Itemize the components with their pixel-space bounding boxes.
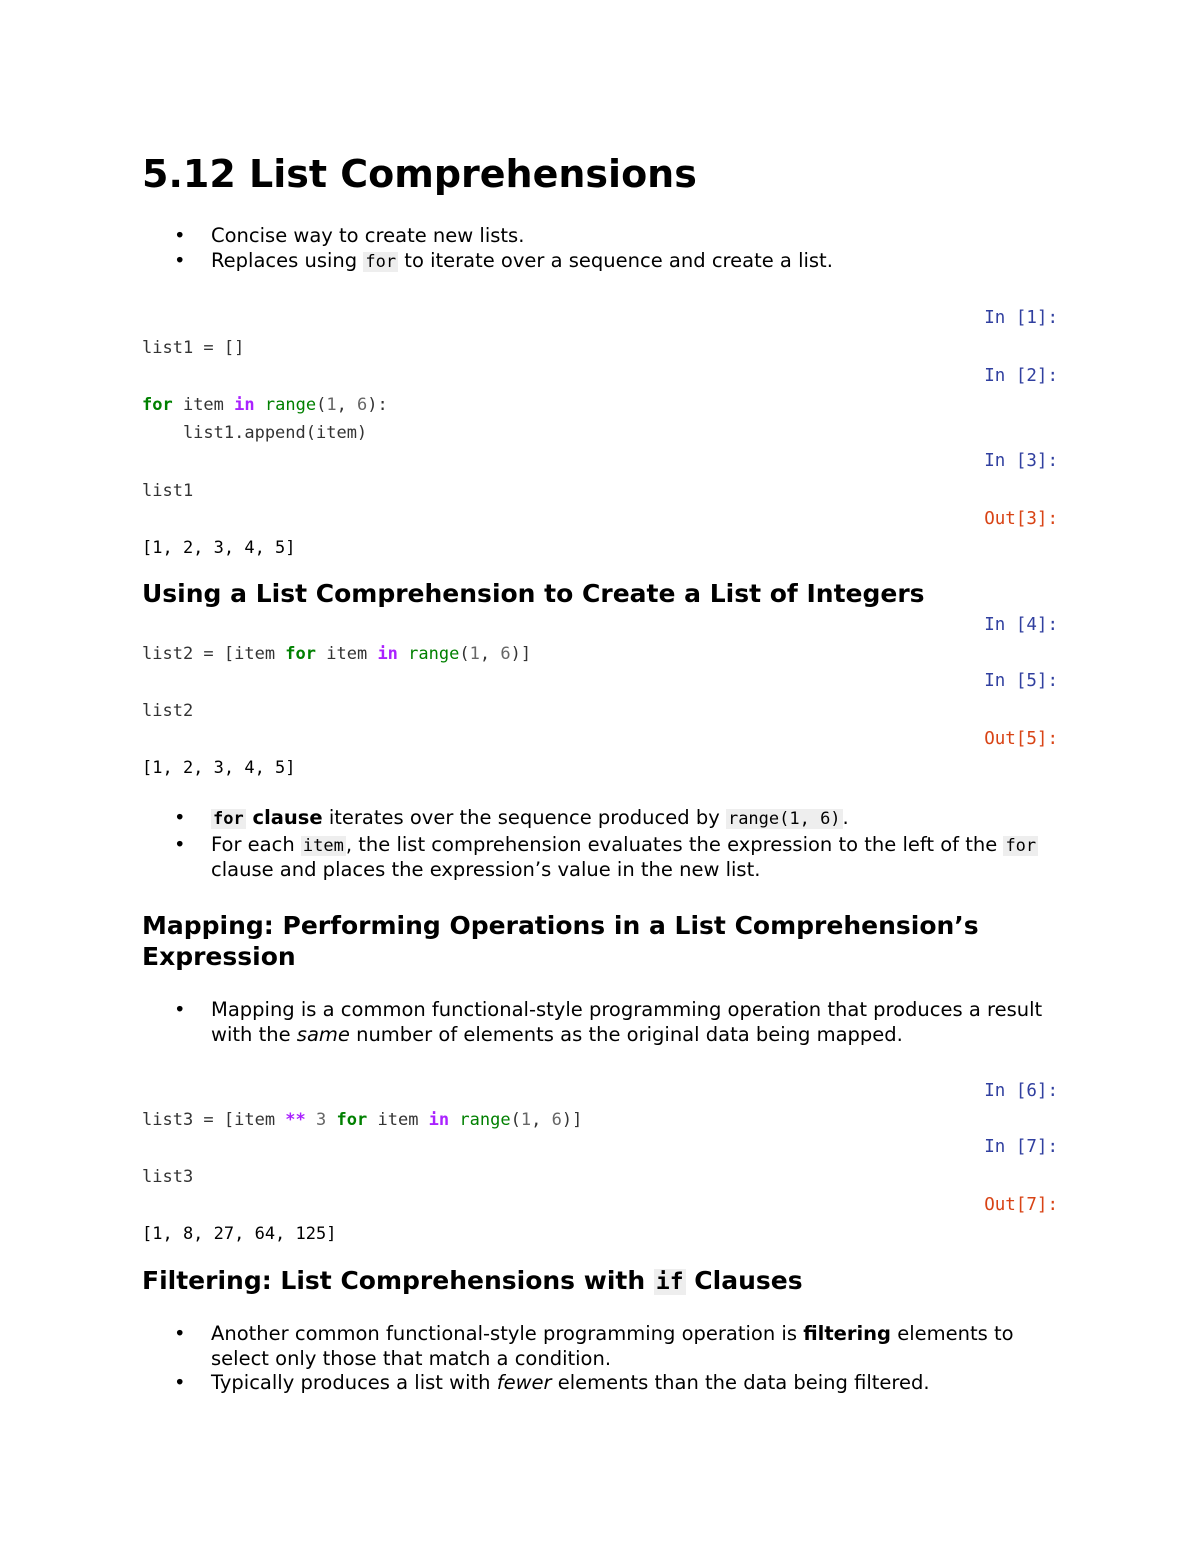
bullet-text: Typically produces a list with: [211, 1371, 497, 1394]
inline-code: range(1, 6): [727, 809, 841, 829]
section-heading: [142, 910, 979, 972]
inline-code: for: [365, 251, 397, 272]
output-cell: [1, 2, 3, 4, 5]: [142, 538, 296, 558]
intro-bullet-list: [142, 224, 1058, 274]
section4-bullet-list: [142, 1322, 1058, 1396]
code-cell: list2 = [item for item in range(1, 6)]: [142, 644, 532, 664]
bullet-text: Mapping is a common functional-style programming operation that produces a result with the: [211, 998, 1043, 1046]
bullet-text: , the list comprehension evaluates the expression to the left of the: [345, 832, 1004, 856]
section-heading: [142, 1265, 803, 1298]
input-prompt: In [5]:: [984, 671, 1058, 691]
inline-code: if: [655, 1269, 684, 1295]
list-item: [142, 833, 1058, 883]
inline-code: for: [1005, 835, 1037, 856]
list-item: [142, 1371, 1058, 1396]
output-cell: [1, 2, 3, 4, 5]: [142, 758, 296, 778]
heading-line: Mapping: Performing Operations in a List Comprehension’s: [142, 911, 979, 940]
list-item: [142, 224, 1058, 249]
emphasis-text: fewer: [496, 1371, 552, 1394]
bold-text: filtering: [803, 1322, 892, 1345]
output-prompt: Out[7]:: [984, 1195, 1058, 1215]
code-cell: list1: [142, 481, 194, 501]
section2-bullet-list: [142, 806, 1058, 883]
input-prompt: In [6]:: [984, 1081, 1058, 1101]
bullet-text: number of elements as the original data being mapped.: [349, 1022, 903, 1046]
input-prompt: In [1]:: [984, 308, 1058, 328]
input-prompt: In [4]:: [984, 615, 1058, 635]
code-cell: list3 = [item ** 3 for item in range(1, 6)]: [142, 1110, 583, 1130]
code-cell: list1 = []: [142, 338, 245, 358]
list-item: [142, 998, 1058, 1047]
inline-code: item: [302, 835, 344, 856]
bullet-text: to iterate over a sequence and create a list.: [398, 248, 833, 272]
output-prompt: Out[3]:: [984, 509, 1058, 529]
bullet-text: clause and places the expression’s value in the new list.: [211, 858, 761, 881]
list-item: [142, 806, 1058, 832]
bullet-text: iterates over the sequence produced by: [322, 806, 726, 829]
input-prompt: In [7]:: [984, 1137, 1058, 1157]
code-cell: for item in range(1, 6): list1.append(item): [142, 395, 388, 443]
bullet-text: Another common functional-style programming operation is: [211, 1322, 804, 1345]
output-prompt: Out[5]:: [984, 729, 1058, 749]
list-item: [142, 249, 1058, 275]
heading-text: Clauses: [685, 1266, 803, 1295]
code-cell: list2: [142, 701, 194, 721]
input-prompt: In [3]:: [984, 451, 1058, 471]
emphasis-text: same: [296, 1022, 350, 1046]
page-title: 5.12 List Comprehensions: [142, 152, 697, 196]
bullet-text: Concise way to create new lists.: [211, 224, 525, 247]
section-heading: Using a List Comprehension to Create a List of Integers: [142, 579, 925, 608]
bullet-text: elements than the data being filtered.: [551, 1371, 930, 1394]
input-prompt: In [2]:: [984, 366, 1058, 386]
bullet-text: Replaces using: [211, 248, 364, 272]
list-item: [142, 1322, 1058, 1371]
heading-line: Expression: [142, 942, 296, 971]
heading-text: Filtering: List Comprehensions with: [142, 1266, 654, 1295]
code-line: list1.append(item): [142, 423, 368, 443]
bold-text: clause: [245, 806, 323, 829]
section3-bullet-list: [142, 998, 1058, 1047]
bullet-text: elements to select only those that match a condition.: [211, 1322, 1014, 1370]
code-cell: list3: [142, 1167, 194, 1187]
bullet-text: For each: [211, 832, 301, 856]
inline-code: for: [213, 809, 244, 829]
bullet-text: .: [842, 806, 849, 829]
output-cell: [1, 8, 27, 64, 125]: [142, 1224, 337, 1244]
